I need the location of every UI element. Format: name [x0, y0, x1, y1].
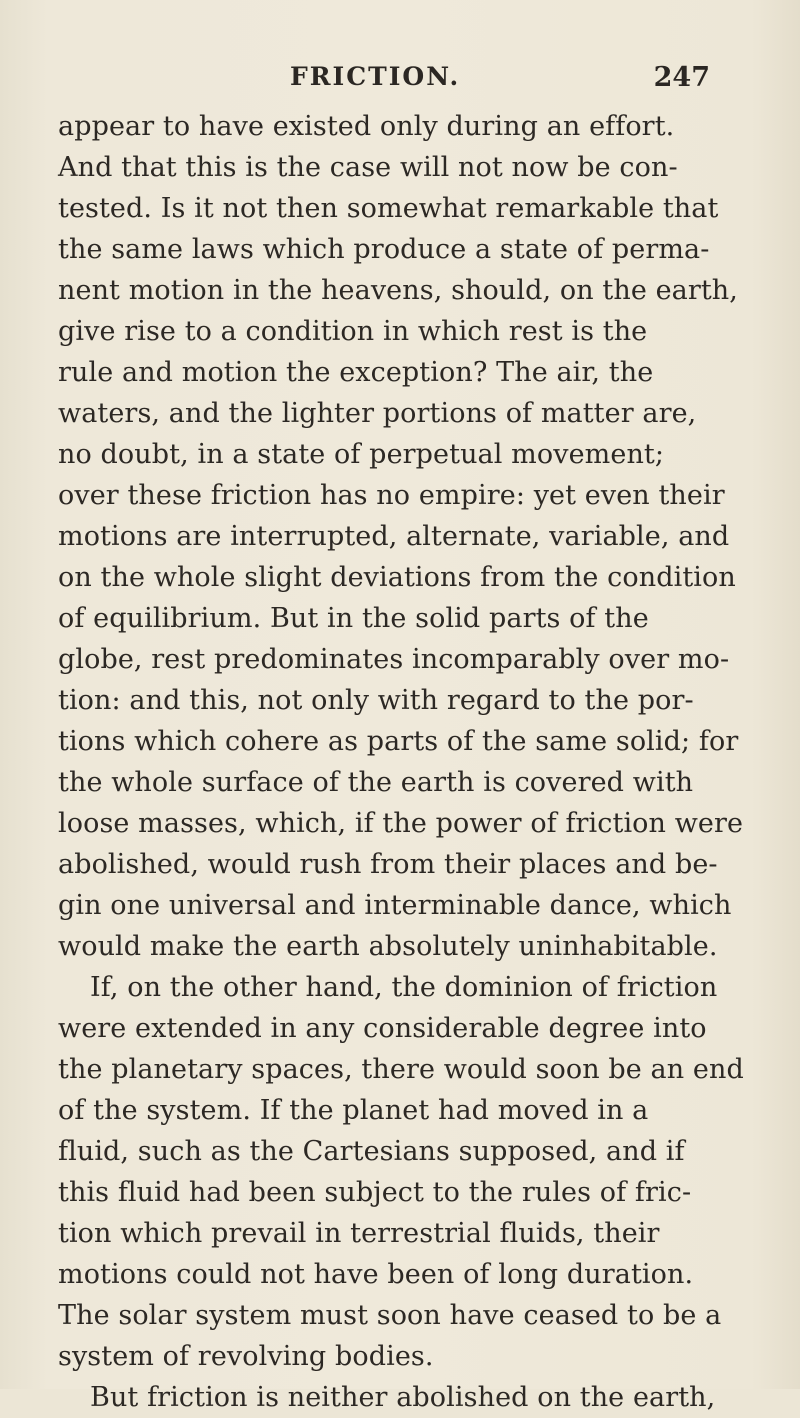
- text-line: appear to have existed only during an effort.: [58, 111, 675, 142]
- text-line: rule and motion the exception? The air, the: [58, 357, 654, 388]
- text-line: And that this is the case will not now be con-: [58, 152, 678, 183]
- text-line: would make the earth absolutely uninhabitable.: [58, 931, 718, 962]
- text-line: loose masses, which, if the power of friction were: [58, 808, 744, 839]
- paragraph-start-line: But friction is neither abolished on the earth,: [90, 1382, 716, 1413]
- text-line: over these friction has no empire: yet even their: [58, 480, 725, 511]
- text-line: gin one universal and interminable dance, which: [58, 890, 732, 921]
- text-line: system of revolving bodies.: [58, 1341, 434, 1372]
- text-line: motions could not have been of long duration.: [58, 1259, 694, 1290]
- text-line: on the whole slight deviations from the condition: [58, 562, 736, 593]
- text-line: motions are interrupted, alternate, variable, and: [58, 521, 730, 552]
- text-line: of equilibrium. But in the solid parts of the: [58, 603, 649, 634]
- text-line: tions which cohere as parts of the same solid; for: [58, 726, 739, 757]
- text-line: give rise to a condition in which rest is the: [58, 316, 648, 347]
- text-line: fluid, such as the Cartesians supposed, and if: [58, 1136, 685, 1167]
- text-line: globe, rest predominates incomparably over mo-: [58, 644, 730, 675]
- text-line: the planetary spaces, there would soon be an end: [58, 1054, 744, 1085]
- text-line: of the system. If the planet had moved in a: [58, 1095, 649, 1126]
- text-line: were extended in any considerable degree into: [58, 1013, 707, 1044]
- text-line: abolished, would rush from their places and be-: [58, 849, 718, 880]
- body-text: [58, 106, 758, 1418]
- text-line: the same laws which produce a state of perma-: [58, 234, 710, 265]
- running-head: [150, 62, 710, 98]
- text-line: nent motion in the heavens, should, on the earth,: [58, 275, 738, 306]
- text-line: tested. Is it not then somewhat remarkable that: [58, 193, 719, 224]
- text-line: the whole surface of the earth is covered with: [58, 767, 694, 798]
- running-head-title: FRICTION.: [290, 62, 461, 91]
- text-line: tion: and this, not only with regard to the por-: [58, 685, 694, 716]
- text-line: The solar system must soon have ceased to be a: [58, 1300, 722, 1331]
- text-line: tion which prevail in terrestrial fluids, their: [58, 1218, 660, 1249]
- text-line: waters, and the lighter portions of matter are,: [58, 398, 697, 429]
- page-number: 247: [653, 62, 710, 93]
- paragraph-start-line: If, on the other hand, the dominion of friction: [90, 972, 718, 1003]
- text-line: no doubt, in a state of perpetual movement;: [58, 439, 665, 470]
- text-line: this fluid had been subject to the rules of fric-: [58, 1177, 692, 1208]
